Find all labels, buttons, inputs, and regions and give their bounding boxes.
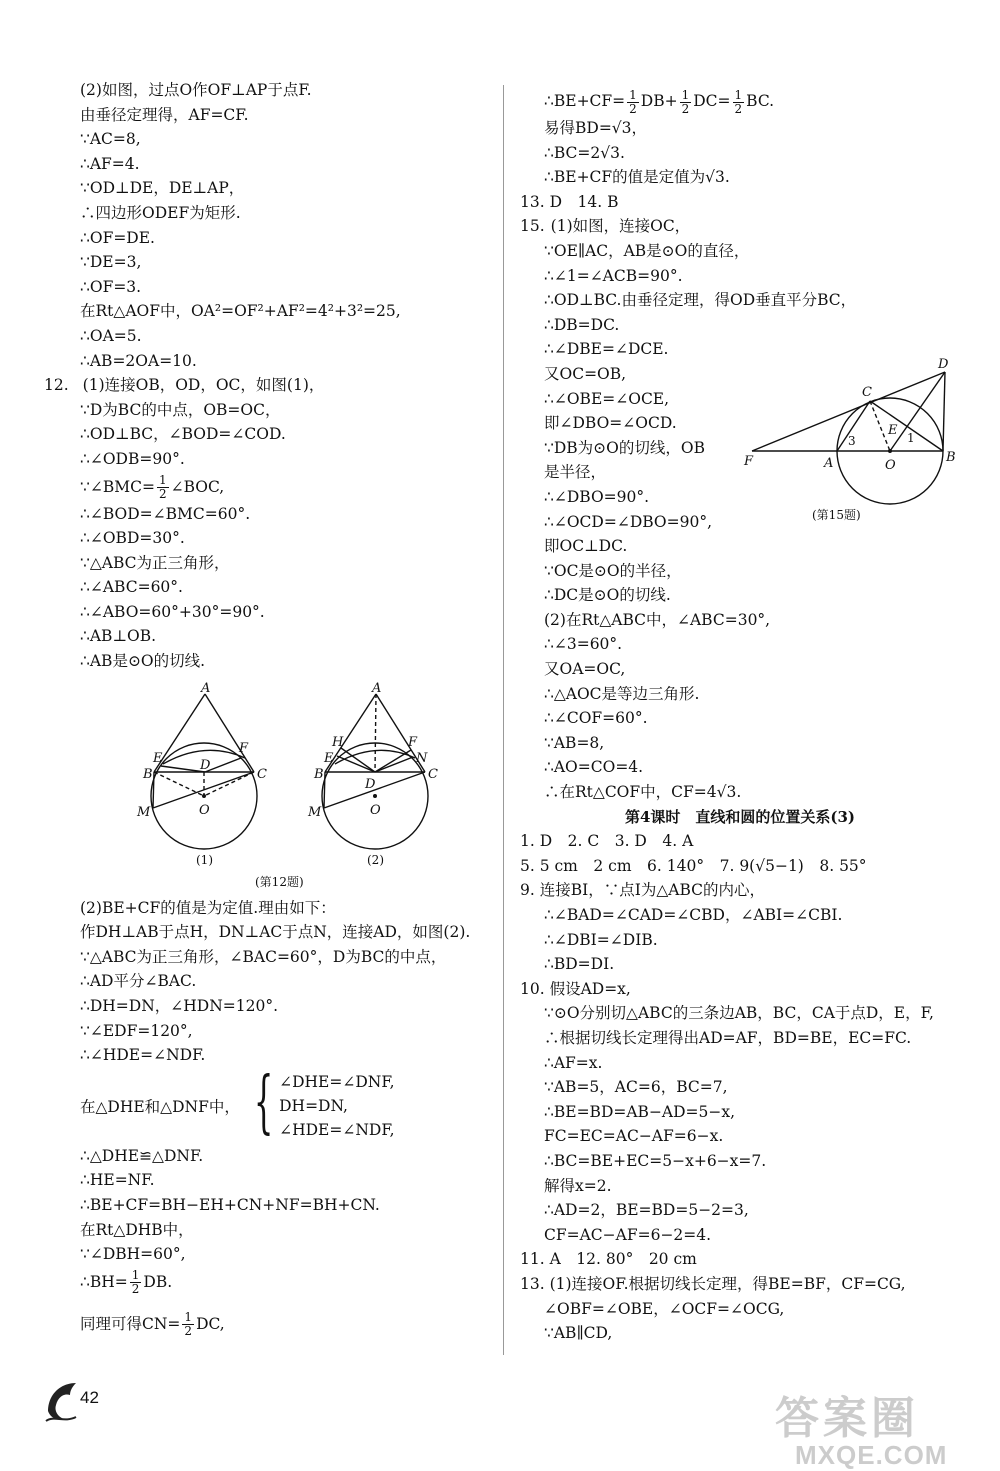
text-line-fraction: ∵∠BMC= $\frac{1}{2}$ ∠BOC,	[80, 473, 225, 501]
text-line: 又OA=OC,	[544, 660, 626, 679]
text-line: ∴BD=DI.	[544, 955, 615, 974]
fraction-half: $\frac{1}{2}$	[681, 87, 690, 116]
fraction-half: $\frac{1}{2}$	[734, 87, 743, 116]
text-line: ∴∠ODB=90°.	[80, 449, 185, 468]
text-line: 解得x=2.	[544, 1176, 612, 1195]
watermark-sub: MXQE.COM	[795, 1440, 948, 1470]
text-line: 即OC⊥DC.	[544, 537, 628, 556]
label-M: M	[137, 805, 151, 820]
question-15-line: 15. (1)如图，连接OC，	[520, 217, 691, 236]
text-line: ∵AB=5，AC=6，BC=7,	[544, 1078, 728, 1097]
label-B: B	[314, 767, 324, 782]
answer-line: 13. (1)连接OF.根据切线长定理，得BE=BF，CF=CG,	[520, 1274, 906, 1293]
fraction-half: $\frac{1}{2}$	[131, 1268, 140, 1297]
answer-line: 5. 5 cm 2 cm 6. 140° 7. 9(√5−1) 8. 55°	[520, 856, 867, 875]
label-E: E	[888, 423, 898, 438]
text-line: 在Rt△DHB中，	[80, 1220, 194, 1239]
text-line: ∴BE+CF=BH−EH+CN+NF=BH+CN.	[80, 1196, 380, 1214]
text-line: ∴∠HDE=∠NDF.	[80, 1046, 206, 1065]
label-F: F	[744, 454, 754, 469]
text-line: ∴∠OCD=∠DBO=90°,	[544, 512, 713, 531]
text-line: ∵△ABC为正三角形，	[80, 553, 230, 572]
text-line: FC=EC=AC−AF=6−x.	[544, 1127, 724, 1146]
text-line: ∵∠DBH=60°,	[80, 1245, 186, 1264]
text-line: 易得BD=√3，	[544, 119, 648, 137]
answer-line: 11. A 12. 80° 20 cm	[520, 1250, 697, 1269]
text-line: ∴BC=BE+EC=5−x+6−x=7.	[544, 1151, 767, 1170]
text-line: ∵OD⊥DE，DE⊥AP，	[80, 179, 245, 198]
label-A: A	[372, 681, 382, 696]
label-H: H	[332, 735, 344, 750]
congruence-system: 在△DHE和△DNF中， { ∠DHE=∠DNF, DH=DN, ∠HDE=∠NDF,	[80, 1062, 395, 1142]
text-line: ∴∠ABC=60°.	[80, 578, 183, 597]
text-line: ∵AC=8,	[80, 130, 141, 149]
text-line: (2)BE+CF的值是为定值.理由如下：	[80, 898, 336, 917]
figure-caption-1: (1)	[196, 853, 213, 867]
text-line: ∴AB是⊙O的切线.	[80, 652, 206, 671]
text-line: 又OC=OB,	[544, 364, 627, 383]
answer-line: 9. 连接BI，∵点I为△ABC的内心，	[520, 881, 766, 900]
label-O: O	[199, 803, 210, 818]
figure-caption-2: (2)	[367, 853, 384, 867]
answer-line: 10. 假设AD=x,	[520, 979, 631, 998]
text-line: ∴AF=4.	[80, 154, 140, 173]
label-E: E	[153, 751, 163, 766]
text-line-fraction: 同理可得CN= $\frac{1}{2}$ DC,	[80, 1310, 225, 1339]
question-number: 12.	[44, 376, 69, 395]
text-line: ∵△ABC为正三角形，∠BAC=60°，D为BC的中点，	[80, 947, 447, 966]
label-A: A	[824, 456, 834, 471]
label-A: A	[201, 681, 211, 696]
text-line: ∵OE∥AC，AB是⊙O的直径，	[544, 241, 750, 260]
label-D: D	[938, 357, 949, 372]
text-line: ∴AF=x.	[544, 1053, 603, 1072]
text-line: ∴∠DBE=∠DCE.	[544, 340, 669, 359]
label-O: O	[370, 803, 381, 818]
fraction-half: $\frac{1}{2}$	[184, 1310, 193, 1339]
page-number: 42	[80, 1388, 99, 1407]
label-F: F	[408, 735, 418, 750]
text-line: (2)在Rt△ABC中，∠ABC=30°,	[544, 610, 771, 629]
text-line-fraction: ∴BE+CF= $\frac{1}{2}$ DB+ $\frac{1}{2}$ DC= $\frac{1}{2}$ BC.	[544, 87, 775, 116]
figure-12	[125, 680, 455, 890]
label-C: C	[862, 385, 872, 400]
angle-3-label: 3	[848, 434, 856, 448]
text-line: ∵∠EDF=120°,	[80, 1021, 193, 1040]
text-line: 由垂径定理得，AF=CF.	[80, 105, 249, 124]
text-line: ∴DC是⊙O的切线.	[544, 586, 671, 605]
text-line: ∴AO=CO=4.	[544, 758, 644, 777]
text-line: ∴∠BAD=∠CAD=∠CBD，∠ABI=∠CBI.	[544, 906, 843, 924]
condition: ∠DHE=∠DNF,	[279, 1072, 395, 1091]
text-line: ∴∠3=60°.	[544, 635, 623, 654]
text-line: ∴BC=2√3.	[544, 143, 625, 162]
text-line: ∴∠1=∠ACB=90°.	[544, 266, 683, 285]
label-C: C	[428, 767, 438, 782]
answer-line: 1. D 2. C 3. D 4. A	[520, 832, 694, 851]
text-line: ∴AD=2，BE=BD=5−2=3,	[544, 1201, 749, 1220]
label-D: D	[200, 758, 211, 773]
brace: {	[253, 1062, 274, 1142]
text-line: ∴DB=DC.	[544, 315, 620, 334]
text-line: ∴BE+CF的值是定值为√3.	[544, 168, 730, 187]
text-line: 是半径，	[544, 463, 607, 482]
text-line: 作DH⊥AB于点H，DN⊥AC于点N，连接AD，如图(2).	[80, 923, 471, 942]
label-M: M	[308, 805, 322, 820]
text-line: ∵DB为⊙O的切线，OB	[544, 438, 705, 457]
text-line: ∴AB⊥OB.	[80, 627, 157, 646]
label-N: N	[416, 751, 428, 766]
text-line: CF=AC−AF=6−2=4.	[544, 1225, 712, 1244]
text-line: ∴∠OBD=30°.	[80, 529, 185, 548]
label-E: E	[324, 751, 334, 766]
text-line: ∴∠COF=60°.	[544, 709, 648, 728]
watermark	[775, 1382, 947, 1471]
label-O: O	[885, 458, 896, 473]
text-line-fraction: ∴BH= $\frac{1}{2}$ DB.	[80, 1268, 173, 1297]
text-line: ∴OD⊥BC，∠BOD=∠COD.	[80, 425, 286, 444]
text-line: ∴△DHE≌△DNF.	[80, 1146, 204, 1165]
text-line: ∴∠DBO=90°.	[544, 487, 650, 506]
fraction-half: $\frac{1}{2}$	[629, 87, 637, 116]
text-line: ∴∠BOD=∠BMC=60°.	[80, 504, 251, 523]
text-line: ∴OD⊥BC.由垂径定理，得OD垂直平分BC，	[544, 291, 857, 310]
watermark-main: 答案圈	[775, 1394, 919, 1443]
column-divider	[503, 85, 504, 1355]
text-line: ∠OBF=∠OBE，∠OCF=∠OCG,	[544, 1299, 785, 1318]
figure-15	[740, 355, 965, 530]
text-line: ∴∠ABO=60°+30°=90°.	[80, 602, 265, 621]
label-B: B	[946, 450, 956, 465]
text-line: ∴∠OBE=∠OCE,	[544, 389, 670, 408]
text-line: ∵AB=8,	[544, 733, 605, 752]
figure-caption: (第12题)	[255, 875, 304, 889]
text-line: ∴OF=DE.	[80, 228, 155, 247]
figure-caption: (第15题)	[812, 508, 861, 522]
right-column	[520, 86, 960, 1346]
text-line: ∴DH=DN，∠HDN=120°.	[80, 997, 279, 1016]
text-line: ∵⊙O分别切△ABC的三条边AB，BC，CA于点D，E，F,	[544, 1004, 934, 1023]
label-C: C	[257, 767, 267, 782]
condition: ∠HDE=∠NDF,	[279, 1120, 395, 1139]
text-line: ∴AD平分∠BAC.	[80, 972, 197, 991]
fraction-half: $\frac{1}{2}$	[158, 473, 167, 501]
text-line: ∴在Rt△COF中，CF=4√3.	[544, 783, 742, 802]
text-line: ∵D为BC的中点，OB=OC，	[80, 400, 281, 419]
text-line: ∴HE=NF.	[80, 1171, 155, 1190]
question-12-line: 12. (1)连接OB，OD，OC，如图(1)，	[44, 376, 325, 395]
label-F: F	[239, 741, 249, 756]
text-line: ∴AB=2OA=10.	[80, 351, 197, 370]
text-line: ∴OF=3.	[80, 277, 142, 296]
text-line: ∴OA=5.	[80, 326, 142, 345]
answer-line: 13. D 14. B	[520, 192, 619, 211]
text-line: ∵DE=3,	[80, 253, 142, 272]
text-line: ∵AB∥CD,	[544, 1324, 613, 1343]
text-line: 在Rt△AOF中，OA²=OF²+AF²=4²+3²=25,	[80, 302, 401, 321]
text-line: (2)如图，过点O作OF⊥AP于点F.	[80, 81, 312, 99]
label-D: D	[365, 777, 376, 792]
text-line: 即∠DBO=∠OCD.	[544, 414, 677, 433]
text-line: ∵OC是⊙O的半径，	[544, 561, 682, 580]
text-line: ∴△AOC是等边三角形.	[544, 684, 700, 703]
text-line: ∴BE=BD=AB−AD=5−x,	[544, 1102, 736, 1121]
text-line: ∴根据切线长定理得出AD=AF，BD=BE，EC=FC.	[544, 1028, 912, 1047]
text-line: ∴∠DBI=∠DIB.	[544, 930, 658, 949]
label-B: B	[143, 767, 153, 782]
section-title: 第4课时 直线和圆的位置关系(3)	[624, 807, 856, 826]
condition: DH=DN,	[279, 1096, 348, 1115]
text-line: ∴四边形ODEF为矩形.	[80, 203, 241, 222]
angle-1-label: 1	[907, 431, 915, 445]
